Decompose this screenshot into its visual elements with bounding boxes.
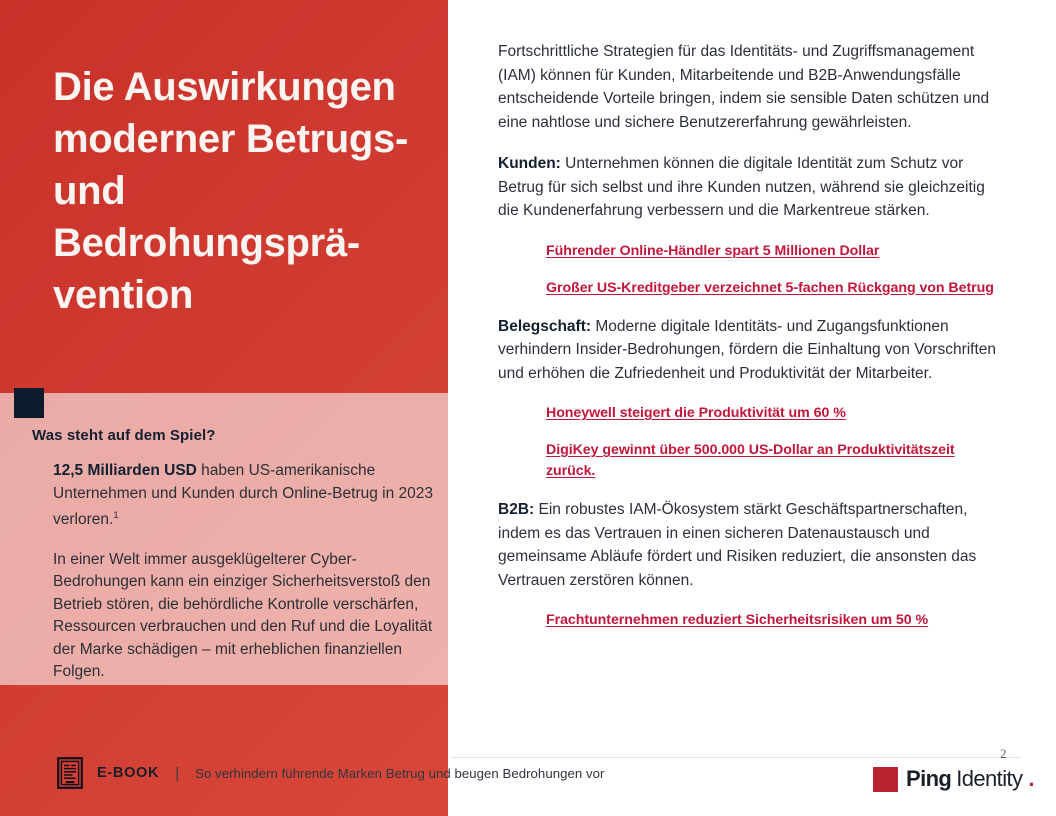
customers-link-1-block [498, 241, 1003, 262]
ping-identity-logo [873, 766, 1035, 792]
b2b-link-1-block [498, 610, 1003, 631]
page-number: 2 [1000, 746, 1007, 761]
page-title: Die Auswirkungen moderner Betrugs- und Bedrohungsprä-vention [53, 64, 408, 317]
footer-subtitle: So verhindern führende Marken Betrug und beugen Bedrohungen vor [195, 765, 605, 781]
ebook-icon [57, 757, 83, 789]
workforce-label: Belegschaft: [498, 317, 592, 335]
workforce-text: Moderne digitale Identitäts- und Zugangsfunktionen verhindern Insider-Bedrohungen, fördern die Einhaltung von Vorschriften und erhöhen die Zufriedenheit und Produktivität der Mitarbeiter. [498, 317, 997, 382]
stake-heading: Was steht auf dem Spiel? [32, 427, 216, 444]
workforce-link-2[interactable]: DigiKey gewinnt über 500.000 US-Dollar an Produktivitätszeit zurück. [546, 442, 955, 479]
stake-footnote-marker: 1 [113, 510, 119, 521]
footer-brandline [57, 757, 604, 789]
b2b-paragraph [498, 498, 1003, 592]
workforce-link-1-block [498, 403, 1003, 424]
customers-text: Unternehmen können die digitale Identität zum Schutz vor Betrug für sich selbst und ihre Kunden nutzen, während sie gleichzeitig die Kundenerfahrung verbessern und die Markentreue stärken. [498, 155, 985, 219]
stake-stat-text: haben US-amerikanische Unternehmen und Kunden durch Online-Betrug in 2023 verloren. [53, 462, 434, 529]
customers-label: Kunden: [498, 155, 561, 172]
customers-link-2-block [498, 278, 1003, 299]
b2b-link-1[interactable]: Frachtunternehmen reduziert Sicherheitsrisiken um 50 % [546, 612, 929, 628]
workforce-link-1[interactable]: Honeywell steigert die Produktivität um 60 % [546, 405, 846, 421]
logo-square-icon [873, 767, 898, 792]
main-content-column [498, 40, 1003, 631]
intro-paragraph: Fortschrittliche Strategien für das Identitäts- und Zugriffsmanagement (IAM) können für Kunden, Mitarbeitende und B2B-Anwendungsfälle entscheidende Vorteile bringen, indem sie sensible Daten schützen und eine nahtlose und sichere Benutzererfahrung gewährleisten. [498, 43, 990, 131]
stake-stat-figure: 12,5 Milliarden USD [53, 462, 197, 479]
customers-link-2[interactable]: Großer US-Kreditgeber verzeichnet 5-fachen Rückgang von Betrug [546, 279, 994, 296]
customers-link-1[interactable]: Führender Online-Händler spart 5 Millionen Dollar [546, 242, 880, 259]
b2b-text: Ein robustes IAM-Ökosystem stärkt Geschäftspartnerschaften, indem es das Vertrauen in einen sicheren Datenaustausch und gemeinsame Abläufe fördert und Risiken reduziert, die ansonsten das Vertrauen zerstören können. [498, 501, 977, 589]
navy-accent-square [14, 388, 44, 418]
footer-label: E-BOOK [97, 765, 160, 781]
workforce-paragraph [498, 315, 1003, 386]
workforce-link-2-block [498, 440, 1003, 482]
logo-dot: . [1028, 766, 1035, 791]
customers-paragraph [498, 152, 1003, 223]
b2b-label: B2B: [498, 501, 535, 518]
stake-stat-paragraph [53, 460, 438, 532]
stake-body [53, 460, 438, 684]
logo-identity-text: Identity [956, 766, 1023, 791]
logo-ping-text: Ping [906, 766, 952, 791]
footer-divider-pipe: | [175, 764, 180, 782]
stake-description-paragraph: In einer Welt immer ausgeklügelterer Cyber-Bedrohungen kann ein einziger Sicherheitsverstoß den Betrieb stören, die behördliche Kontrolle verschärfen, Ressourcen verbrauchen und den Ruf und die Loyalität der Marke schädigen – mit erheblichen finanziellen Folgen. [53, 550, 433, 681]
